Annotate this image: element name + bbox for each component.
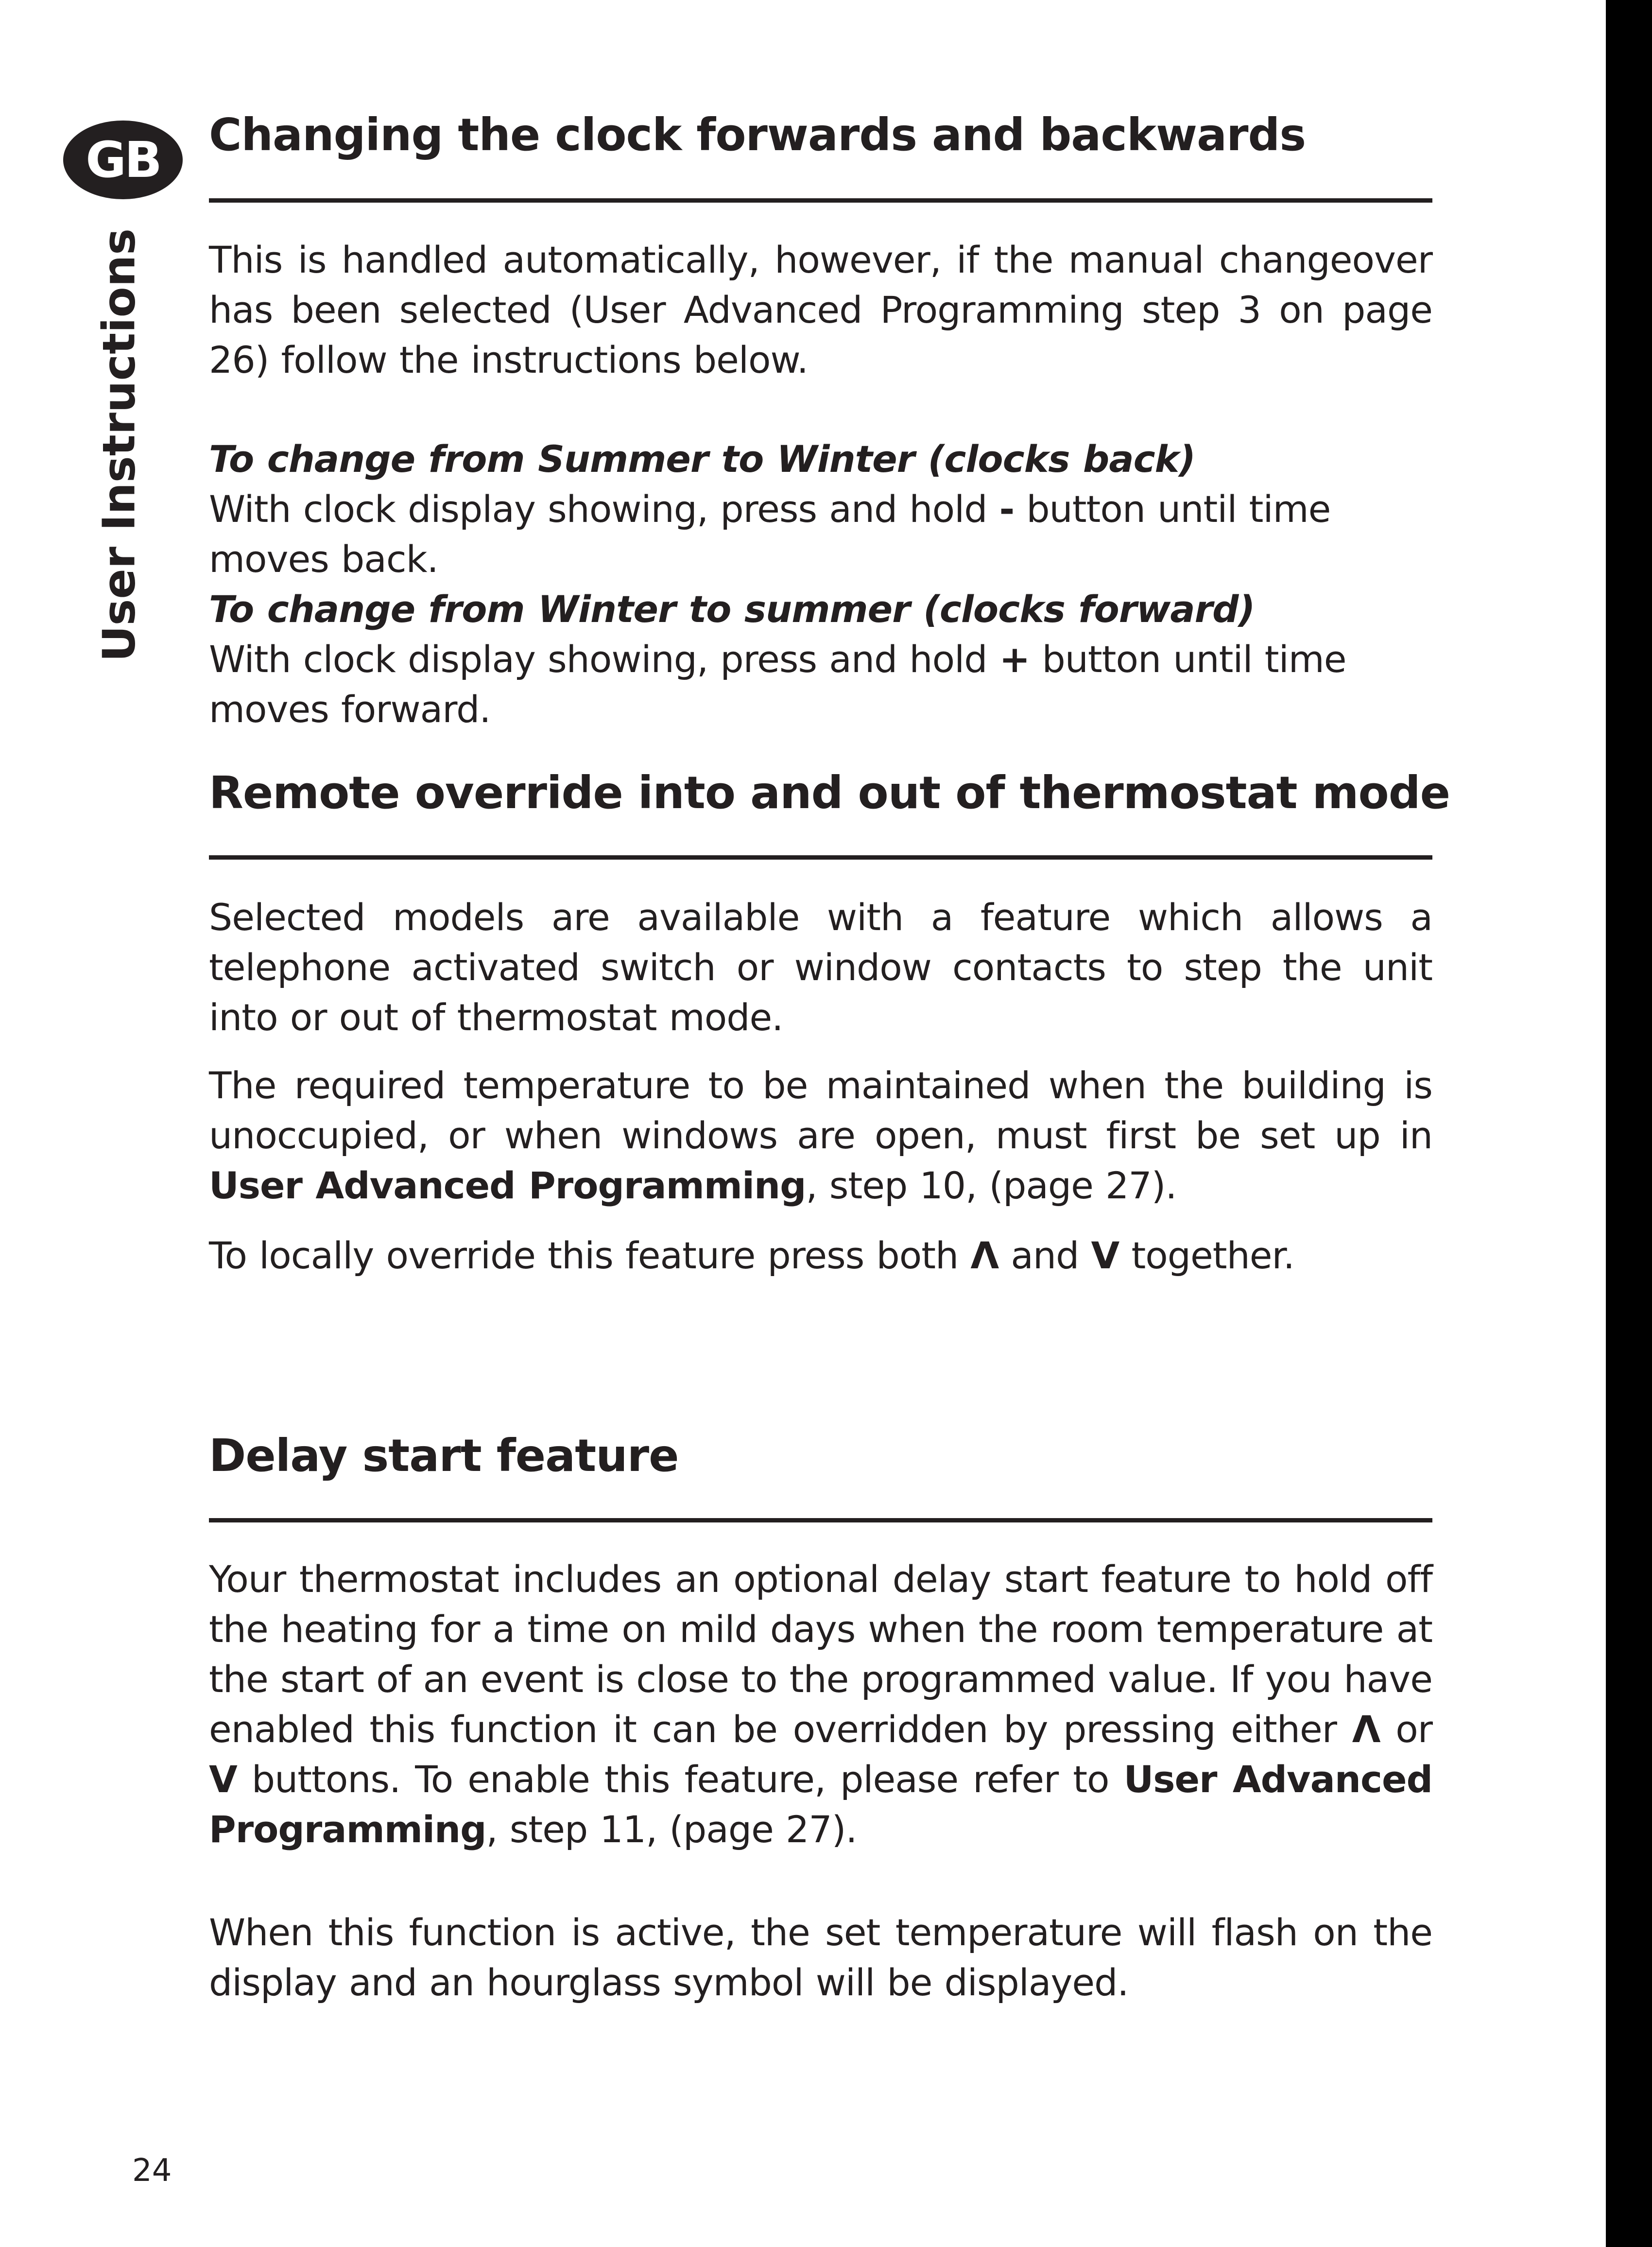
page-number: 24 [132,2153,172,2189]
remote-override-paragraph-3 [209,1230,1432,1280]
delay-start-p1-middle: buttons. To enable this feature, please refer to [237,1758,1124,1801]
winter-to-summer-subheading: To change from Winter to summer (clocks forward) [209,588,1255,631]
section-rule [209,855,1432,860]
remote-override-p3-start: To locally override this feature press both [209,1234,971,1277]
user-advanced-programming-ref: User Advanced Programming [209,1758,1432,1851]
down-key-symbol: V [209,1758,237,1801]
winter-to-summer-text-start: With clock display showing, press and hold [209,638,999,681]
remote-override-p3-and: and [998,1234,1091,1277]
remote-override-paragraph-1: Selected models are available with a feature which allows a telephone activated switch or window contacts to step the unit into or out of thermostat mode. [209,896,1432,1039]
remote-override-p2-start: The required temperature to be maintained when the building is unoccupied, or when windows are open, must first be set up in [209,1064,1432,1157]
winter-to-summer-text-end: button until time moves forward. [209,638,1346,731]
user-advanced-programming-ref: User Advanced Programming [209,1164,806,1207]
delay-start-p1-end: , step 11, (page 27). [486,1808,857,1851]
summer-to-winter-text-end: button until time moves back. [209,487,1331,581]
section-heading-remote-override: Remote override into and out of thermostat mode [209,767,1450,819]
delay-start-paragraph-2: When this function is active, the set temperature will flash on the display and an hourglass symbol will be displayed. [209,1911,1432,2004]
section-heading-delay-start: Delay start feature [209,1430,679,1482]
delay-start-p1-or: or [1380,1708,1433,1751]
remote-override-p2-end: , step 10, (page 27). [806,1164,1177,1207]
side-section-label: User Instructions [93,228,145,662]
plus-key-symbol: + [999,638,1030,681]
remote-override-p3-end: together. [1119,1234,1294,1277]
page-edge-bar [1606,0,1652,2247]
up-key-symbol: Λ [1352,1708,1380,1751]
section-rule [209,198,1432,203]
up-key-symbol: Λ [970,1234,999,1277]
summer-to-winter-text-start: With clock display showing, press and hold [209,487,999,531]
delay-start-p1-start: Your thermostat includes an optional delay start feature to hold off the heating for a time on mild days when the room temperature at the start of an event is close to the programmed value. If you have enabled this function it can be overridden by pressing either [209,1557,1432,1751]
summer-to-winter-subheading: To change from Summer to Winter (clocks back) [209,437,1195,481]
clock-change-winter-summer [209,584,1432,734]
minus-key-symbol: - [999,487,1015,531]
section-rule [209,1518,1432,1522]
down-key-symbol: V [1091,1234,1119,1277]
clock-change-intro: This is handled automatically, however, if the manual changeover has been selected (User Advanced Programming step 3 on page 26) follow the instructions below. [209,238,1432,381]
remote-override-paragraph-2 [209,1060,1432,1210]
clock-change-summer-winter [209,434,1432,584]
delay-start-paragraph-1 [209,1554,1432,1854]
language-badge: GB [63,121,183,199]
section-heading-clock-change: Changing the clock forwards and backwards [209,109,1306,161]
